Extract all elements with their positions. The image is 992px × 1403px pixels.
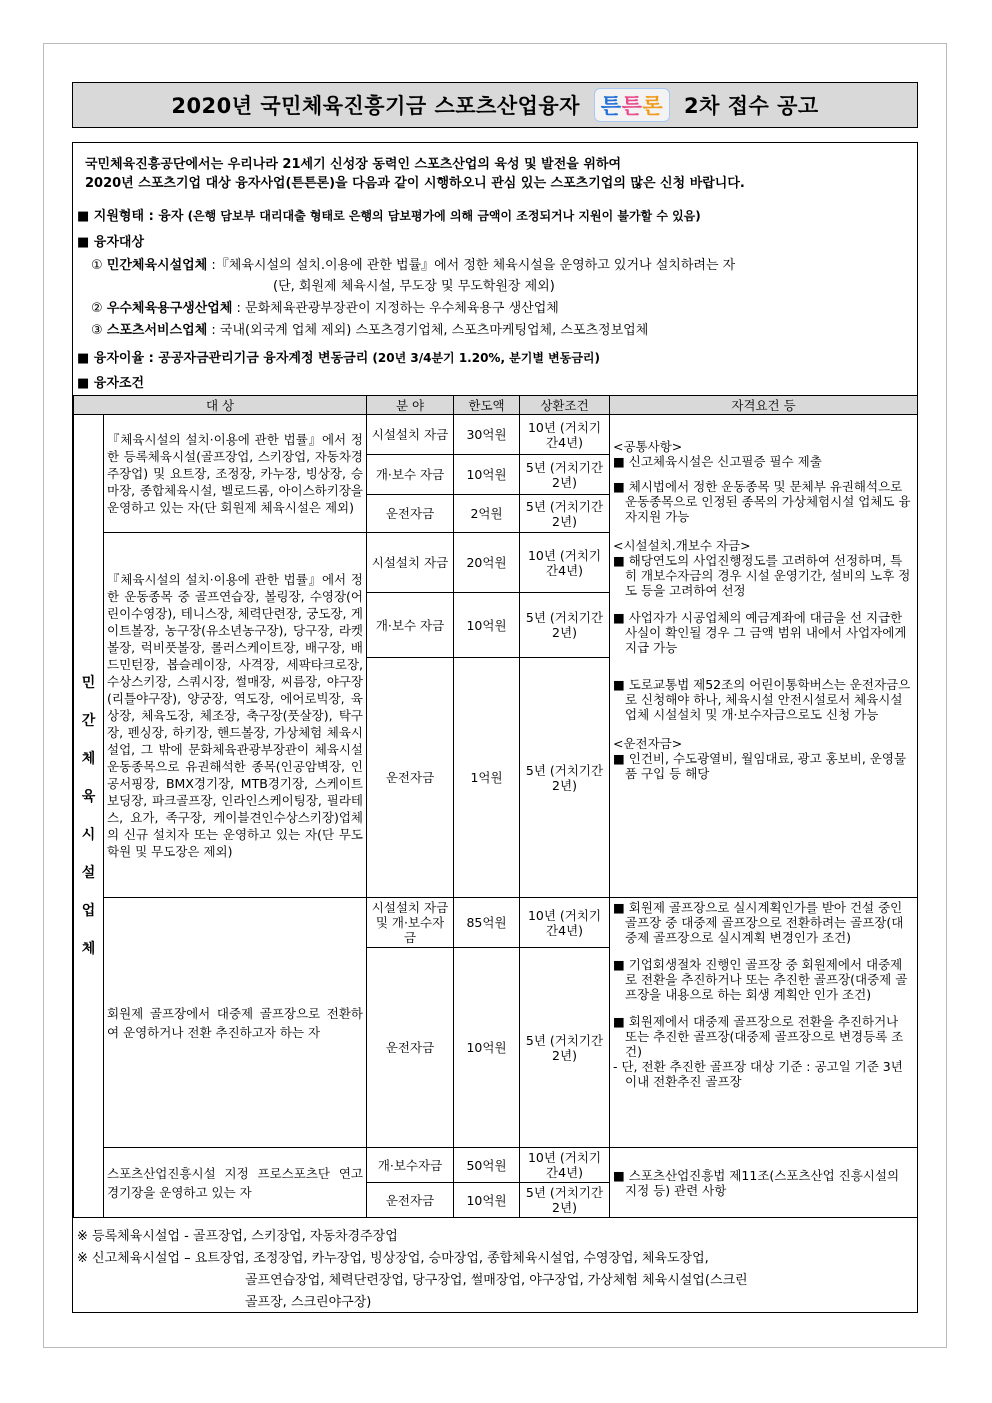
side-label: 민 간 체 육 시 설 업 체 [74, 415, 104, 1218]
footnotes: ※ 등록체육시설업 - 골프장업, 스키장업, 자동차경주장업 ※ 신고체육시설업 – 요트장업, 조정장업, 카누장업, 빙상장업, 승마장업, 종합체육시설업, 수영장업, 체육도장업, 골프연습장업, 체력단련장업, 당구장업, 썰매장업, 야구장업, 가상체험 체육시설업(스크린 골프장, 스크린야구장) [77, 1229, 748, 1310]
table-row: 스포츠산업진흥시설 지정 프로스포츠단 연고 경기장을 운영하고 있는 자 개·보수자금 50억원 10년 (거치기간4년) ■ 스포츠산업진흥법 제11조(스포츠산업 진흥시설의 지정 등) 관련 사항 [74, 1148, 918, 1183]
loan-conditions-table [73, 395, 918, 1218]
qualification-promotion: ■ 스포츠산업진흥법 제11조(스포츠산업 진흥시설의 지정 등) 관련 사항 [610, 1148, 918, 1218]
table-row: 민 간 체 육 시 설 업 체 『체육시설의 설치·이용에 관한 법률』에서 정한 등록체육시설(골프장업, 스키장업, 자동차경주장업) 및 요트장, 조정장, 카누장, 빙상장, 승마장, 종합체육시설, 벨로드롬, 아이스하키장을 운영하고 있는 자(단 회원제 체육시설은 제외) 시설설치 자금 30억원 10년 (거치기간4년) <공통사항> ■ 신고체육시설은 신고필증 필수 제출 ■ 체시법에서 정한 운동종목 및 문체부 유권해석으로 운동종목으로 인정된 종목의 가상체험시설 업체도 융자지원 가능 <시설설치.개보수 자금> ■ 해당연도의 사업진행정도를 고려하여 선정하며, 특히 개보수자금의 경우 시설 운영기간, 설비의 노후 정도 등을 고려하여 선정 ■ 사업자가 시공업체의 예금계좌에 대금을 선 지급한 사실이 확인될 경우 그 금액 범위 내에서 사업자에게 지급 가능 ■ 도로교통법 제52조의 어린이통학버스는 운전자금으로 신청해야 하나, 체육시설 안전시설로서 체육시설업체 시설설치 및 개·보수자금으로도 신청 가능 <운전자금> ■ 인건비, 수도광열비, 월임대료, 광고 홍보비, 운영물품 구입 등 해당 [74, 415, 918, 455]
header-target: 대 상 [74, 396, 367, 415]
condition-header: ■ 융자조건 [77, 376, 145, 391]
table-row: 운전자금 2억원 5년 (거치기간2년) [74, 495, 918, 533]
table-row: 운전자금 1억원 5년 (거치기간2년) [74, 658, 918, 898]
header-field: 분 야 [367, 396, 454, 415]
intro-text: 국민체육진흥공단에서는 우리나라 21세기 신성장 동력인 스포츠산업의 육성 및 발전을 위하여 2020년 스포츠기업 대상 융자사업(튼튼론)을 다음과 같이 시행하오니 관심 있는 스포츠기업의 많은 신청 바랍니다. [85, 157, 745, 191]
title-text-before: 2020년 국민체육진흥기금 스포츠산업융자 [171, 94, 580, 118]
group4-target: 스포츠산업진흥시설 지정 프로스포츠단 연고 경기장을 운영하고 있는 자 [104, 1148, 367, 1218]
table-row: 회원제 골프장에서 대중제 골프장으로 전환하여 운영하거나 전환 추진하고자 하는 자 시설설치 자금 및 개·보수자금 85억원 10년 (거치기간4년) ■ 회원제 골프장으로 실시계획인가를 받아 건설 중인 골프장 중 대중제 골프장으로 전환하려는 골프장(대중제 골프장으로 실시계획 변경인가 조건) ■ 기업회생절차 진행인 골프장 중 회원제에서 대중제로 전환을 추진하거나 또는 추진한 골프장(대중제 골프장을 내용으로 하는 회생 계획안 인가 조건) ■ 회원제에서 대중제 골프장으로 전환을 추진하거나 또는 추진한 골프장(대중제 골프장으로 변경등록 조건) - 단, 전환 추진한 골프장 대상 기준 : 공고일 기준 3년 이내 전환추진 골프장 [74, 898, 918, 948]
target-1: ① 민간체육시설업체 :『체육시설의 설치.이용에 관한 법률』에서 정한 체육시설을 운영하고 있거나 설치하려는 자 [91, 258, 736, 273]
group1-target: 『체육시설의 설치·이용에 관한 법률』에서 정한 등록체육시설(골프장업, 스키장업, 자동차경주장업) 및 요트장, 조정장, 카누장, 빙상장, 승마장, 종합체육시설, 벨로드롬, 아이스하키장을 운영하고 있는 자(단 회원제 체육시설은 제외) [104, 415, 367, 533]
support-type: ■ 지원형태 : 융자 (은행 담보부 대리대출 형태로 은행의 담보평가에 의해 금액이 조정되거나 지원이 불가할 수 있음) [77, 209, 701, 224]
target-2: ② 우수체육용구생산업체 : 문화체육관광부장관이 지정하는 우수체육용구 생산업체 [91, 301, 559, 316]
notice-body [72, 142, 918, 1313]
target-3: ③ 스포츠서비스업체 : 국내(외국계 업체 제외) 스포츠경기업체, 스포츠마케팅업체, 스포츠정보업체 [91, 323, 649, 338]
header-repay: 상환조건 [520, 396, 610, 415]
title-banner [72, 82, 918, 128]
qualification-golf: ■ 회원제 골프장으로 실시계획인가를 받아 건설 중인 골프장 중 대중제 골프장으로 전환하려는 골프장(대중제 골프장으로 실시계획 변경인가 조건) ■ 기업회생절차 진행인 골프장 중 회원제에서 대중제로 전환을 추진하거나 또는 추진한 골프장(대중제 골프장을 내용으로 하는 회생 계획안 인가 조건) ■ 회원제에서 대중제 골프장으로 전환을 추진하거나 또는 추진한 골프장(대중제 골프장으로 변경등록 조건) - 단, 전환 추진한 골프장 대상 기준 : 공고일 기준 3년 이내 전환추진 골프장 [610, 898, 918, 1148]
target-1-note: (단, 회원제 체육시설, 무도장 및 무도학원장 제외) [273, 279, 555, 294]
table-row: 운전자금 10억원 5년 (거치기간2년) [74, 1183, 918, 1218]
table-row: 운전자금 10억원 5년 (거치기간2년) [74, 948, 918, 1148]
qualification-common: <공통사항> ■ 신고체육시설은 신고필증 필수 제출 ■ 체시법에서 정한 운동종목 및 문체부 유권해석으로 운동종목으로 인정된 종목의 가상체험시설 업체도 융자지원 가능 <시설설치.개보수 자금> ■ 해당연도의 사업진행정도를 고려하여 선정하며, 특히 개보수자금의 경우 시설 운영기간, 설비의 노후 정도 등을 고려하여 선정 ■ 사업자가 시공업체의 예금계좌에 대금을 선 지급한 사실이 확인될 경우 그 금액 범위 내에서 사업자에게 지급 가능 ■ 도로교통법 제52조의 어린이통학버스는 운전자금으로 신청해야 하나, 체육시설 안전시설로서 체육시설업체 시설설치 및 개·보수자금으로도 신청 가능 <운전자금> ■ 인건비, 수도광열비, 월임대료, 광고 홍보비, 운영물품 구입 등 해당 [610, 415, 918, 898]
interest-rate: ■ 융자이율 : 공공자금관리기금 융자계정 변동금리 (20년 3/4분기 1.20%, 분기별 변동금리) [77, 351, 600, 366]
table-row: 개·보수 자금 10억원 5년 (거치기간2년) [74, 455, 918, 495]
header-limit: 한도액 [454, 396, 520, 415]
group3-target: 회원제 골프장에서 대중제 골프장으로 전환하여 운영하거나 전환 추진하고자 하는 자 [104, 898, 367, 1148]
title-text-after: 2차 접수 공고 [684, 94, 819, 118]
table-row: 『체육시설의 설치·이용에 관한 법률』에서 정한 운동종목 중 골프연습장, 볼링장, 수영장(어린이수영장), 테니스장, 체력단련장, 궁도장, 게이트볼장, 농구장(유소년농구장), 당구장, 라켓볼장, 럭비풋볼장, 롤러스케이트장, 배구장, 배드민턴장, 봅슬레이장, 사격장, 세팍타크로장, 수상스키장, 스쿼시장, 썰매장, 씨름장, 야구장(리틀야구장), 양궁장, 역도장, 에어로빅장, 육상장, 체육도장, 체조장, 축구장(풋살장), 탁구장, 펜싱장, 하키장, 핸드볼장, 가상체험 체육시설업, 그 밖에 문화체육관광부장관이 체육시설 운동종목으로 유권해석한 종목(인공암벽장, 인공서핑장, BMX경기장, MTB경기장, 스케이트보딩장, 파크골프장, 인라인스케이팅장, 필라테스, 요가, 족구장, 케이블견인수상스키장)업체의 신규 설치자 또는 운영하고 있는 자(단 무도학원 및 무도장은 제외) 시설설치 자금 20억원 10년 (거치기간4년) [74, 533, 918, 593]
tuntunlon-logo: 튼튼론 [594, 88, 670, 122]
group2-target: 『체육시설의 설치·이용에 관한 법률』에서 정한 운동종목 중 골프연습장, 볼링장, 수영장(어린이수영장), 테니스장, 체력단련장, 궁도장, 게이트볼장, 농구장(유소년농구장), 당구장, 라켓볼장, 럭비풋볼장, 롤러스케이트장, 배구장, 배드민턴장, 봅슬레이장, 사격장, 세팍타크로장, 수상스키장, 스쿼시장, 썰매장, 씨름장, 야구장(리틀야구장), 양궁장, 역도장, 에어로빅장, 육상장, 체육도장, 체조장, 축구장(풋살장), 탁구장, 펜싱장, 하키장, 핸드볼장, 가상체험 체육시설업, 그 밖에 문화체육관광부장관이 체육시설 운동종목으로 유권해석한 종목(인공암벽장, 인공서핑장, BMX경기장, MTB경기장, 스케이트보딩장, 파크골프장, 인라인스케이팅장, 필라테스, 요가, 족구장, 케이블견인수상스키장)업체의 신규 설치자 또는 운영하고 있는 자(단 무도학원 및 무도장은 제외) [104, 533, 367, 898]
table-header-row [74, 396, 918, 415]
table-row: 개·보수 자금 10억원 5년 (거치기간2년) [74, 593, 918, 658]
header-qualification: 자격요건 등 [610, 396, 918, 415]
target-header: ■ 융자대상 [77, 235, 145, 250]
page-title [171, 88, 818, 122]
